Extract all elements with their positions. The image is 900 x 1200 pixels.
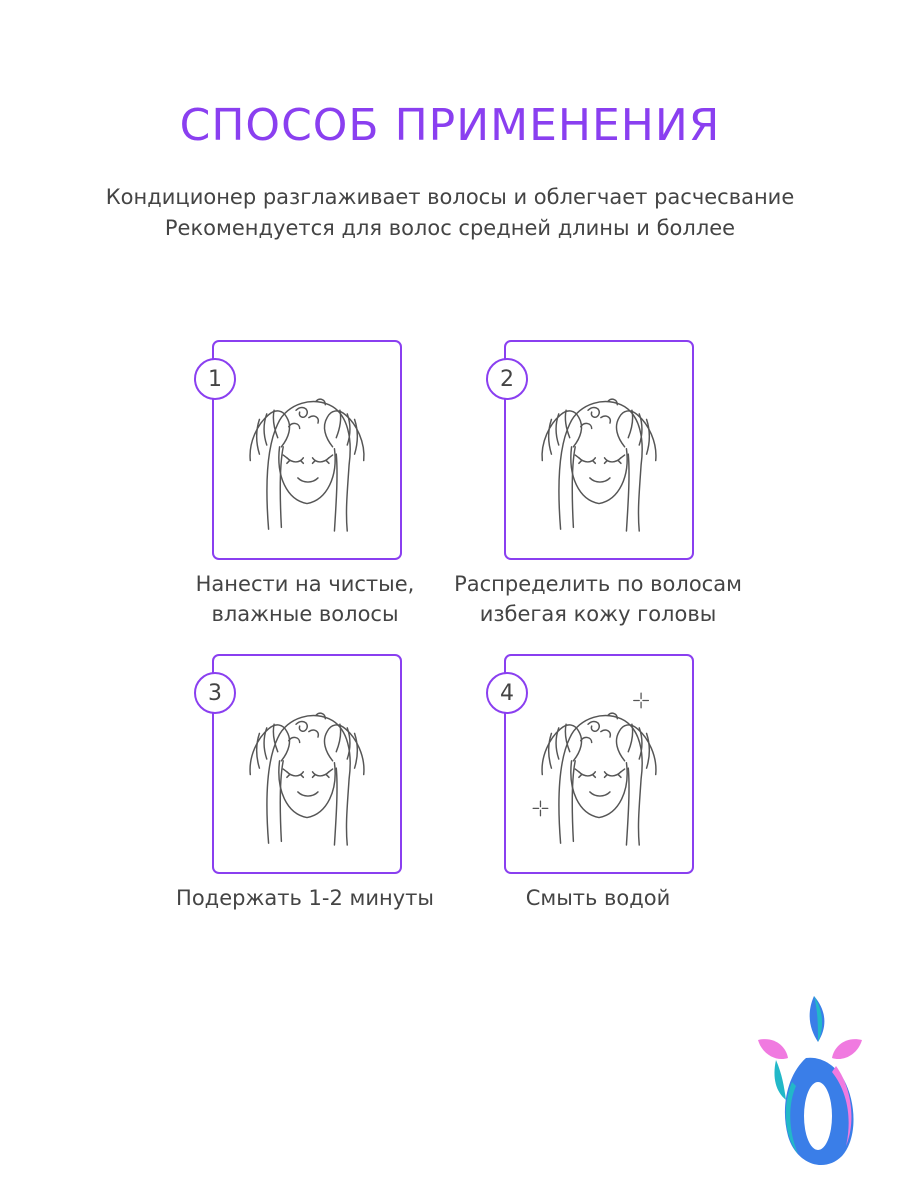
page-title: СПОСОБ ПРИМЕНЕНИЯ [179, 100, 721, 151]
step-3-number: 3 [194, 672, 236, 714]
woman-hair-wash-icon [232, 360, 382, 552]
step-1-number: 1 [194, 358, 236, 400]
sparkle-icon [533, 801, 548, 816]
step-3-caption: Подержать 1-2 минуты [176, 886, 434, 910]
woman-hair-wash-icon [232, 674, 382, 866]
subtitle-line-1: Кондиционер разглаживает волосы и облегчает расчесвание [105, 185, 795, 209]
woman-hair-wash-icon [524, 360, 674, 552]
step-2-caption-line-2: избегая кожу головы [479, 602, 717, 626]
step-1-caption-line-1: Нанести на чистые, [195, 572, 415, 596]
brand-logo-icon [752, 996, 868, 1172]
step-4-number: 4 [486, 672, 528, 714]
step-2-number: 2 [486, 358, 528, 400]
woman-clean-hair-icon [524, 674, 674, 866]
step-1-caption-line-2: влажные волосы [211, 602, 399, 626]
step-1-card [208, 340, 402, 560]
sparkle-icon [634, 693, 649, 708]
step-4-caption: Смыть водой [525, 886, 671, 910]
step-2-card [500, 340, 694, 560]
step-2-caption-line-1: Распределить по волосам [454, 572, 742, 596]
subtitle-line-2: Рекомендуется для волос средней длины и боллее [164, 216, 736, 240]
step-3-card [208, 654, 402, 874]
step-4-card [500, 654, 694, 874]
